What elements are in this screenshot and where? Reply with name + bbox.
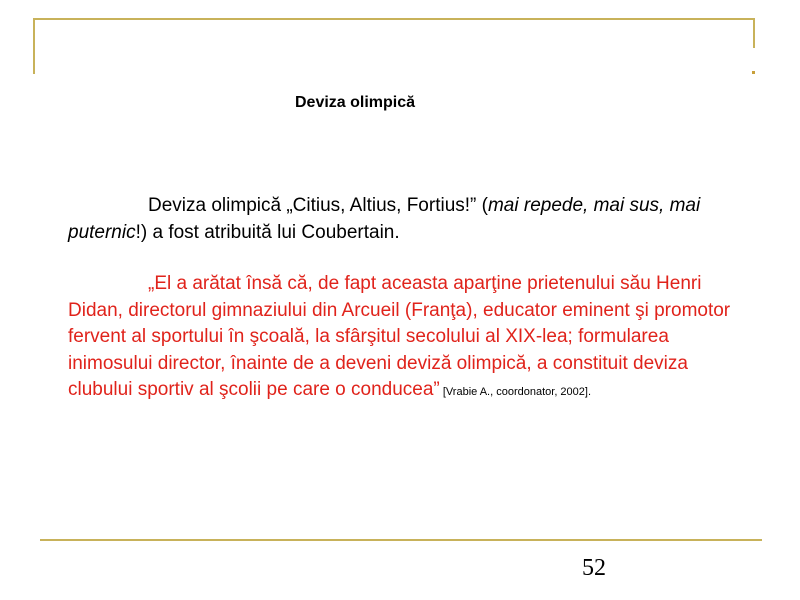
frame-right-line	[753, 18, 755, 48]
quote-text: „El a arătat însă că, de fapt aceasta aparţine prietenului său Henri Didan, directorul gimnaziului din Arcueil (Franţa), educator eminent şi promotor fervent al sportului în şcoală, la sfârşitul secolului al XIX-lea; formularea inimosului director, înainte de a deveni deviză olimpică, a constituit deviza clubului sportiv al şcolii pe care o conducea”	[68, 273, 731, 400]
footer-rule	[40, 539, 762, 541]
slide-title: Deviza olimpică	[295, 94, 416, 111]
frame-top-line	[33, 18, 755, 20]
page-number: 52	[582, 555, 606, 581]
frame-corner-dot	[752, 71, 755, 74]
frame-left-line	[33, 18, 35, 74]
motto-lead-text: Deviza olimpică „Citius, Altius, Fortius!” (	[148, 195, 488, 216]
paragraph-quote	[68, 271, 738, 406]
motto-translation: mai repede, mai sus, mai puternic	[68, 195, 701, 243]
motto-tail-text: !) a fost atribuită lui Coubertain.	[135, 221, 400, 243]
paragraph-motto	[68, 193, 738, 246]
citation-text: [Vrabie A., coordonator, 2002].	[439, 386, 592, 398]
